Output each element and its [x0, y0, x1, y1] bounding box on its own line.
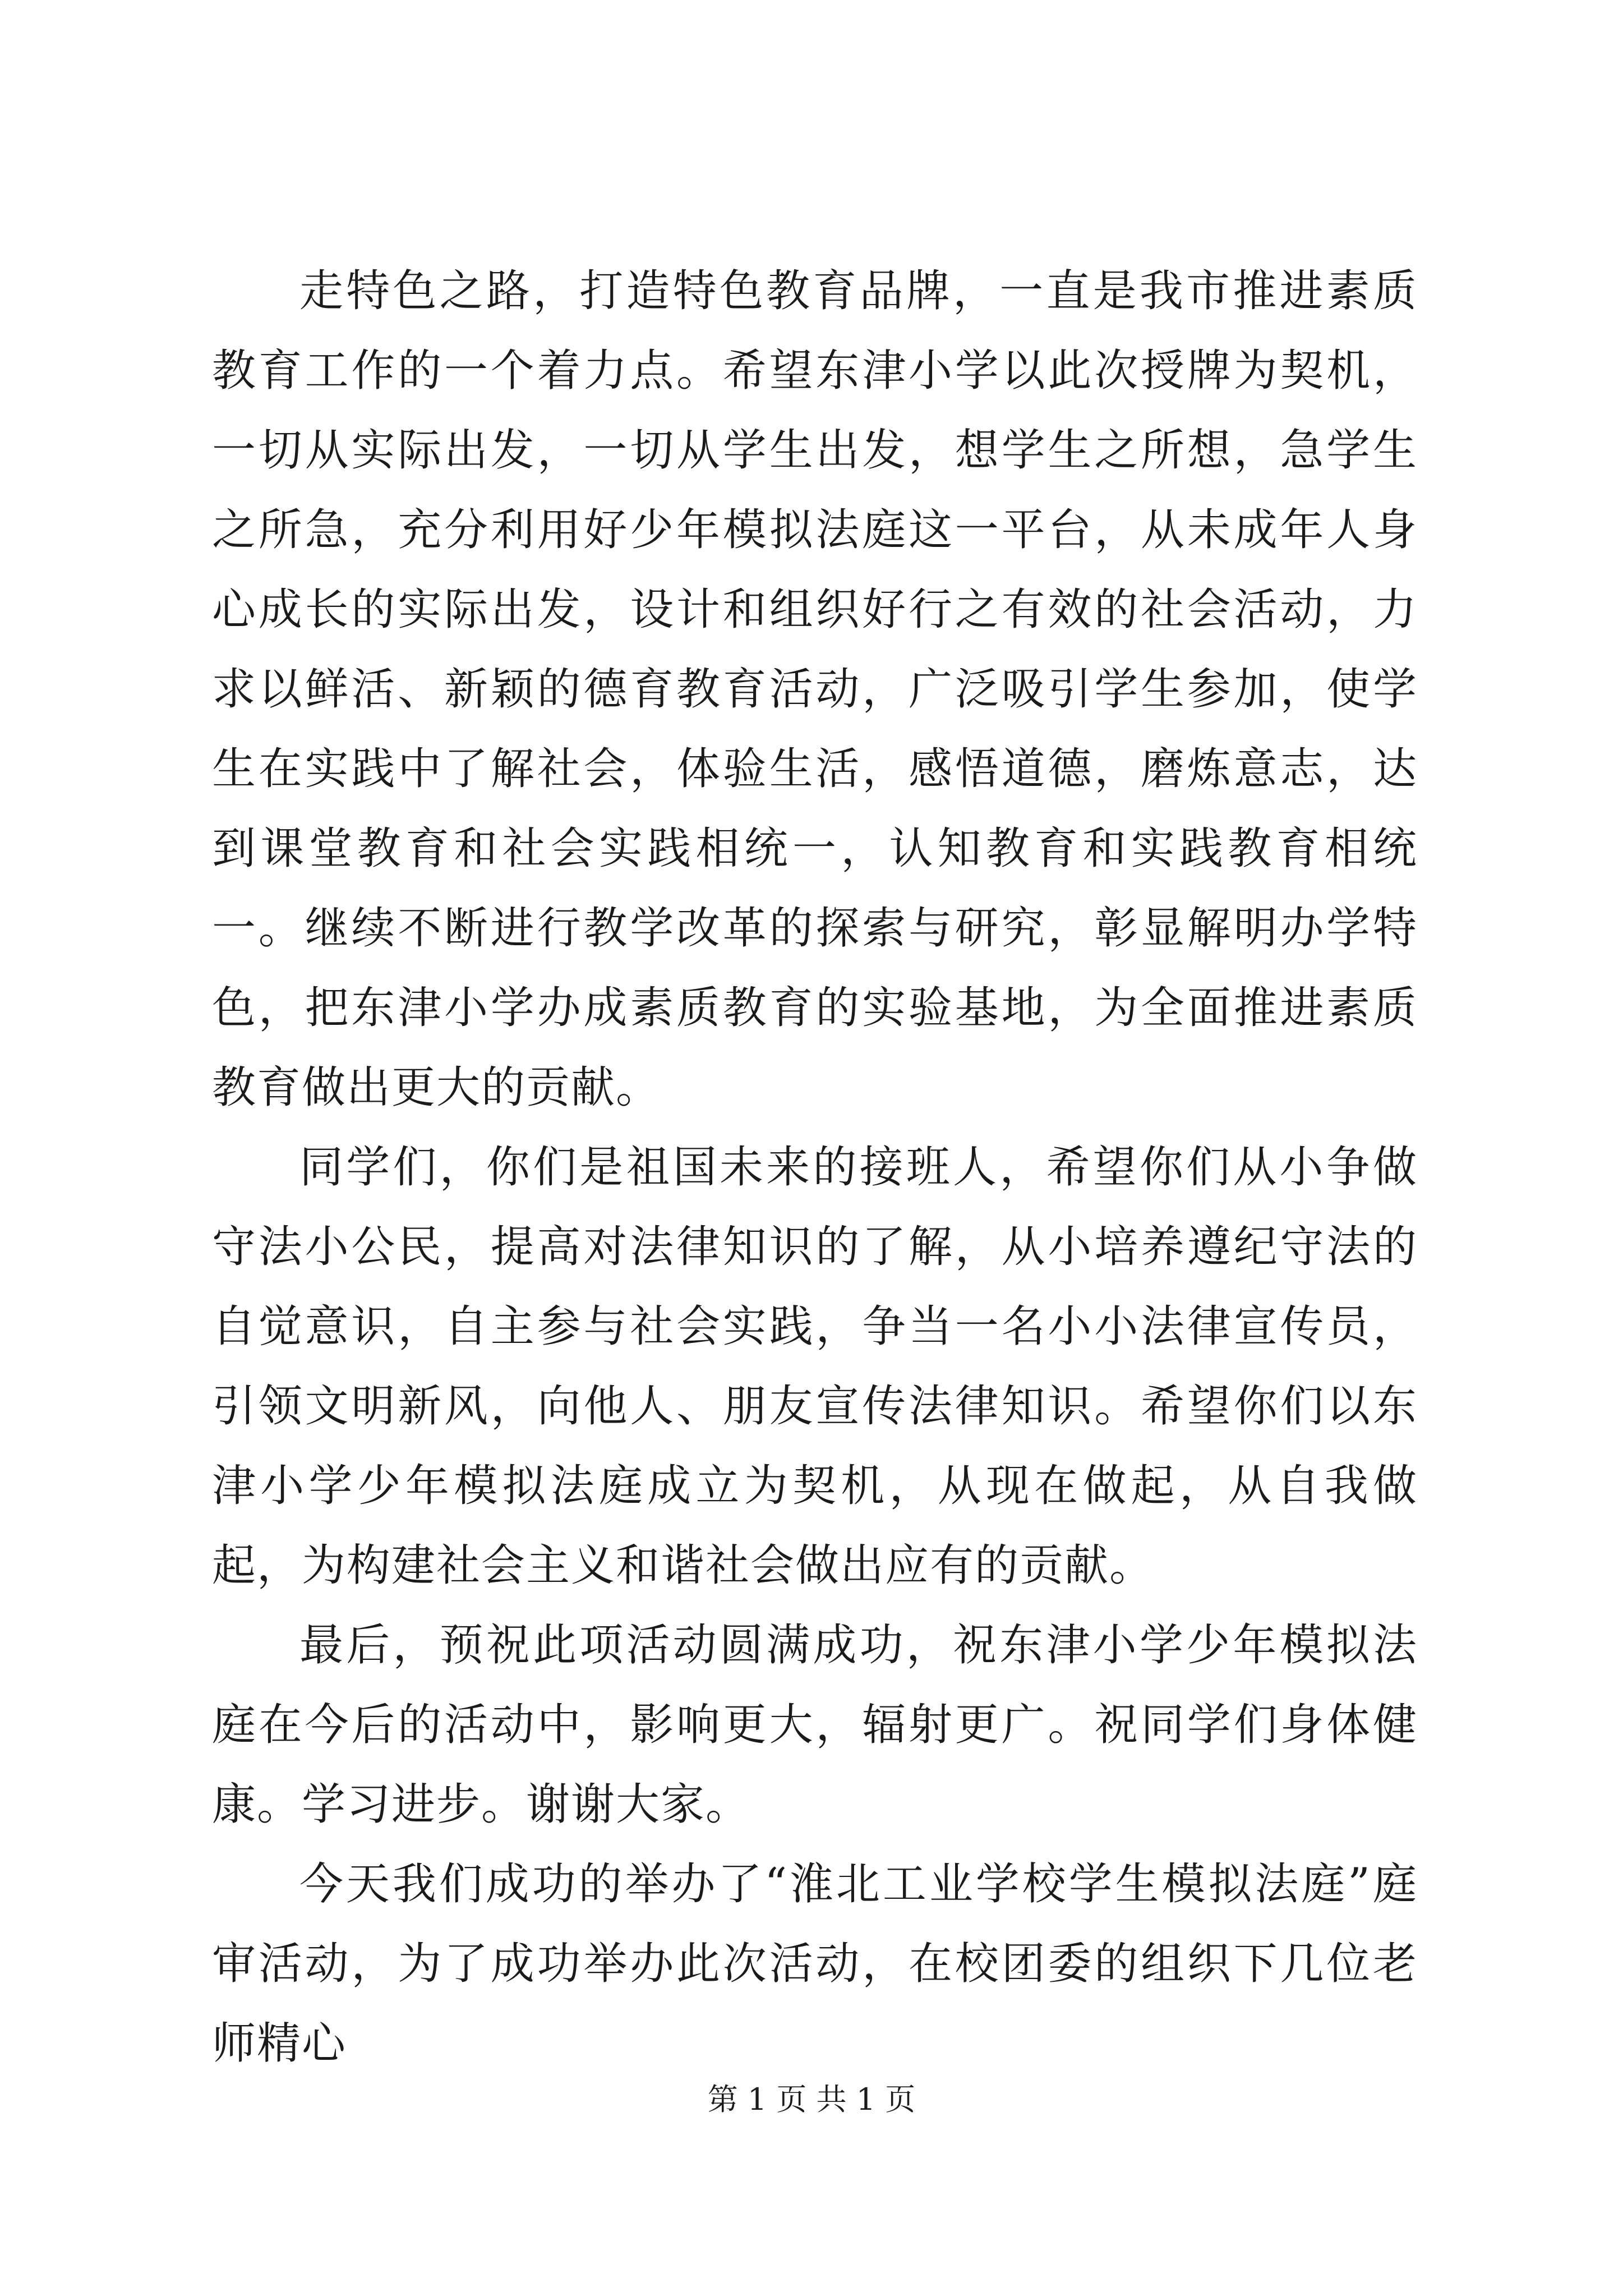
paragraph-4: 今天我们成功的举办了“淮北工业学校学生模拟法庭”庭审活动，为了成功举办此次活动，在校团委的组织下几位老师精心 — [212, 1859, 1418, 2069]
paragraph-1: 走特色之路，打造特色教育品牌，一直是我市推进素质教育工作的一个着力点。希望东津小学以此次授牌为契机，一切从实际出发，一切从学生出发，想学生之所想，急学生之所急，充分利用好少年模拟法庭这一平台，从未成年人身心成长的实际出发，设计和组织好行之有效的社会活动，力求以鲜活、新颖的德育教育活动，广泛吸引学生参加，使学生在实践中了解社会，体验生活，感悟道德，磨炼意志，达到课堂教育和社会实践相统一，认知教育和实践教育相统一。继续不断进行教学改革的探索与研究，彰显解明办学特色，把东津小学办成素质教育的实验基地，为全面推进素质教育做出更大的贡献。 — [212, 266, 1418, 1113]
page-footer — [0, 2080, 1623, 2119]
document-body — [212, 251, 1418, 2083]
page-number: 第 1 页 共 1 页 — [707, 2082, 916, 2117]
paragraph-2: 同学们，你们是祖国未来的接班人，希望你们从小争做守法小公民，提高对法律知识的了解，从小培养遵纪守法的自觉意识，自主参与社会实践，争当一名小小法律宣传员，引领文明新风，向他人、朋友宣传法律知识。希望你们以东津小学少年模拟法庭成立为契机，从现在做起，从自我做起，为构建社会主义和谐社会做出应有的贡献。 — [212, 1142, 1418, 1591]
paragraph-3: 最后，预祝此项活动圆满成功，祝东津小学少年模拟法庭在今后的活动中，影响更大，辐射更广。祝同学们身体健康。学习进步。谢谢大家。 — [212, 1620, 1418, 1830]
